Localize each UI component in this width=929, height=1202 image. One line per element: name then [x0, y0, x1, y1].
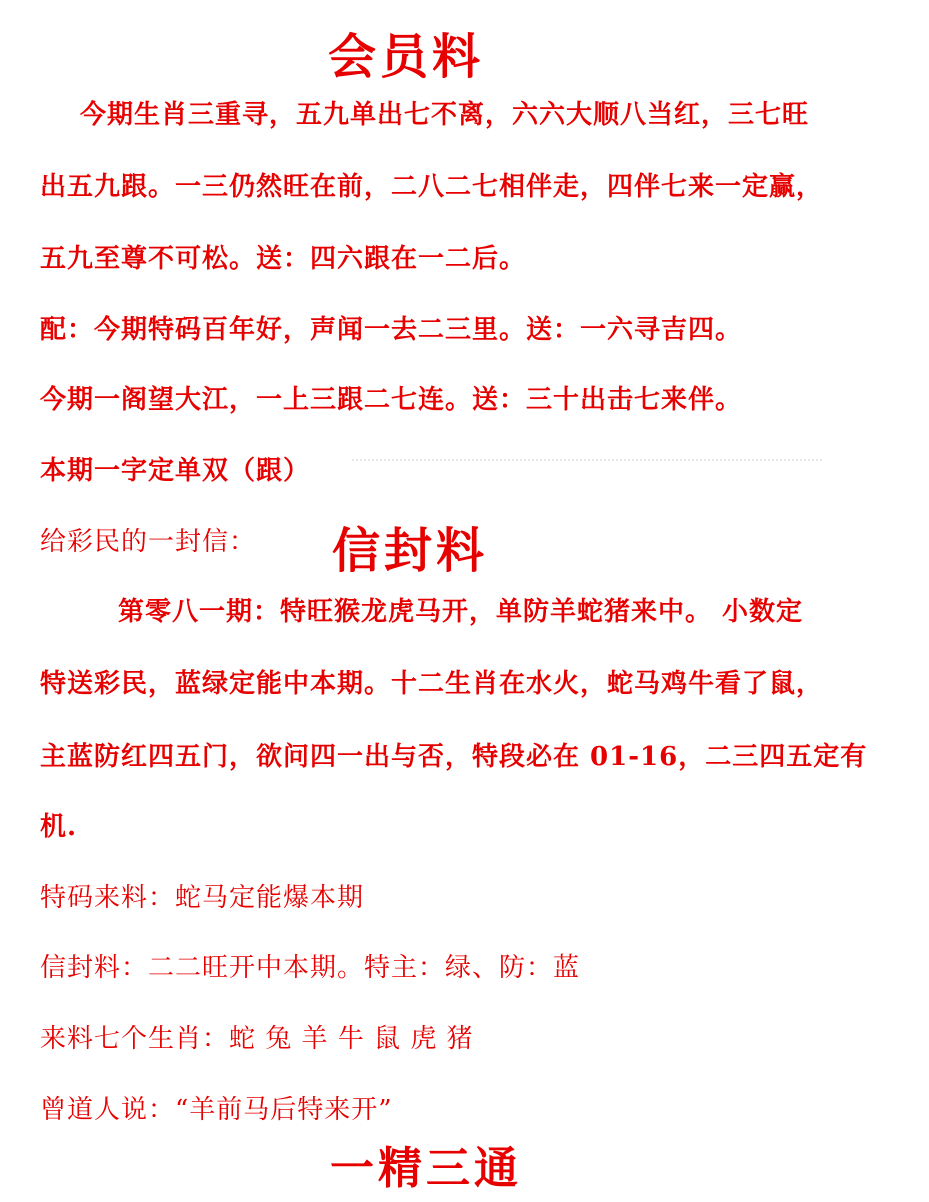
para1-line3: 五九至尊不可松。送：四六跟在一二后。	[40, 244, 527, 274]
benqi-line: 本期一字定单双（跟）	[40, 456, 311, 486]
para2-line3: 主蓝防红四五门，欲问四一出与否，特段必在 01-16，二三四五定有	[40, 742, 868, 772]
page-title: 会员料	[328, 29, 485, 85]
dotted-divider	[352, 459, 822, 461]
para1-line2: 出五九跟。一三仍然旺在前，二八二七相伴走，四伴七来一定赢，	[40, 172, 824, 202]
bottom-title: 一精三通	[330, 1143, 522, 1194]
para2-line4: 机.	[40, 812, 78, 842]
laoliao-line: 来料七个生肖：蛇 兔 羊 牛 鼠 虎 猪	[40, 1024, 474, 1054]
para1-line1: 今期生肖三重寻，五九单出七不离，六六大顺八当红，三七旺	[80, 100, 810, 130]
para2-line1: 第零八一期：特旺猴龙虎马开，单防羊蛇猪来中。 小数定	[118, 597, 804, 627]
pei-line: 配：今期特码百年好，声闻一去二三里。送：一六寻吉四。	[40, 315, 743, 345]
letter-label: 给彩民的一封信：	[40, 527, 257, 557]
zeng-line: 曾道人说：“羊前马后特来开”	[40, 1095, 393, 1125]
para2-line2: 特送彩民，蓝绿定能中本期。十二生肖在水火，蛇马鸡牛看了鼠，	[40, 669, 824, 699]
xinfeng-line: 信封料：二二旺开中本期。特主：绿、防：蓝	[40, 953, 581, 983]
tema-line: 特码来料：蛇马定能爆本期	[40, 883, 365, 913]
letter-title: 信封料	[332, 523, 489, 579]
jinqi-line: 今期一阁望大江，一上三跟二七连。送：三十出击七来伴。	[40, 385, 743, 415]
